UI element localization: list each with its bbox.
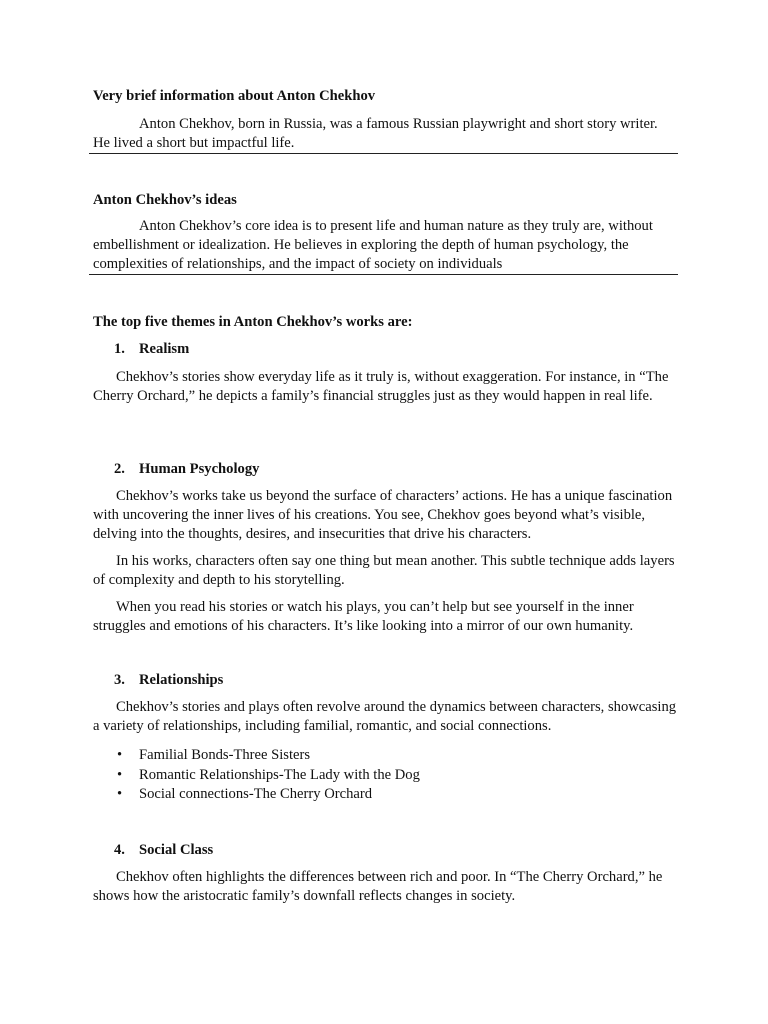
section-heading-ideas: Anton Chekhov’s ideas [93,192,237,208]
list-item [117,785,677,805]
theme-title: Social Class [139,842,214,858]
theme-title: Human Psychology [139,461,260,477]
list-item-text: Social connections-The Cherry Orchard [139,786,373,802]
theme-number: 3. [114,672,125,688]
theme-number: 2. [114,461,125,477]
theme-heading-realism [114,340,189,359]
theme-heading-human-psychology [114,460,259,479]
theme-number: 4. [114,842,125,858]
theme-paragraph: In his works, characters often say one thing but mean another. This subtle technique adds layers of complexity and depth to his storytelling. [93,553,675,588]
theme-number: 1. [114,341,125,357]
theme-paragraph: Chekhov often highlights the differences between rich and poor. In “The Cherry Orchard,” he shows how the aristocratic family’s downfall reflects changes in society. [93,869,663,904]
theme-title: Relationships [139,672,224,688]
bullet-icon: • [117,786,123,802]
theme-paragraph: Chekhov’s stories and plays often revolve around the dynamics between characters, showcasing a variety of relationships, including familial, romantic, and social connections. [93,699,677,734]
list-item [117,746,677,766]
theme-title: Realism [139,341,190,357]
section-divider [89,153,678,154]
list-item [117,766,677,786]
themes-heading: The top five themes in Anton Chekhov’s works are: [93,314,413,330]
section-paragraph-brief-info: Anton Chekhov, born in Russia, was a famous Russian playwright and short story writer. He lived a short but impactful life. [93,116,658,151]
bullet-list [117,746,677,805]
section-heading-brief-info: Very brief information about Anton Chekhov [93,88,376,104]
bullet-icon: • [117,747,123,763]
theme-heading-relationships [114,671,223,690]
theme-heading-social-class [114,841,213,860]
section-paragraph-ideas: Anton Chekhov’s core idea is to present life and human nature as they truly are, without embellishment or idealization. He believes in exploring the depth of human psychology, the complexities of relationships, and the impact of society on individuals [93,218,653,272]
list-item-text: Familial Bonds-Three Sisters [139,747,311,763]
bullet-icon: • [117,766,123,783]
section-divider [89,274,678,275]
theme-paragraph: Chekhov’s works take us beyond the surface of characters’ actions. He has a unique fascination with uncovering the inner lives of his creations. You see, Chekhov goes beyond what’s visible, delving into the thoughts, desires, and insecurities that drive his characters. [93,488,673,542]
theme-paragraph: Chekhov’s stories show everyday life as it truly is, without exaggeration. For instance, in “The Cherry Orchard,” he depicts a family’s financial struggles just as they would happen in real life. [93,369,669,404]
list-item-text: Romantic Relationships-The Lady with the Dog [139,766,420,783]
theme-paragraph: When you read his stories or watch his plays, you can’t help but see yourself in the inner struggles and emotions of his characters. It’s like looking into a mirror of our own humanity. [93,599,634,634]
